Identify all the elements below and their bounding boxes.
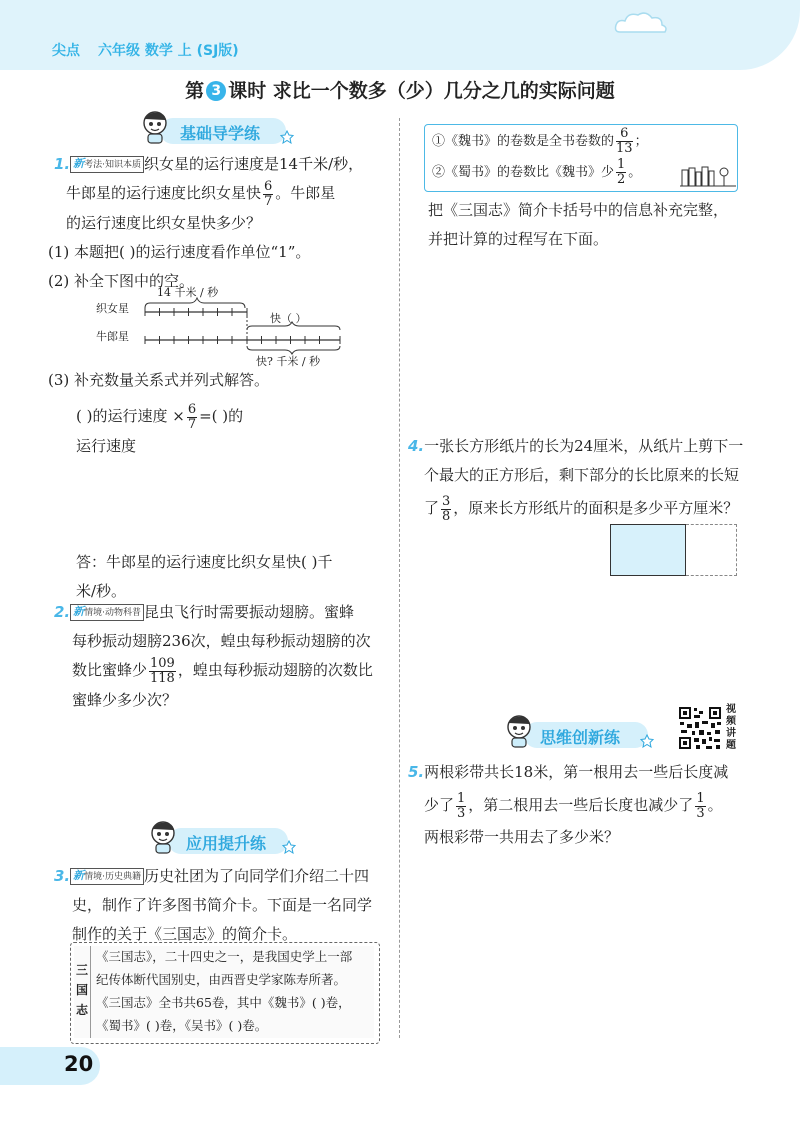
card-side-divider <box>90 946 91 1038</box>
question-1 <box>48 150 394 296</box>
question-4 <box>408 432 754 524</box>
mascot-icon <box>140 110 170 144</box>
mascot-icon <box>148 820 178 854</box>
q3-line3: 制作的关于《三国志》的简介卡。 <box>72 925 298 943</box>
q1-sub3: (3) 补充数量关系式并列式解答。 <box>48 371 270 389</box>
qr-code-icon[interactable] <box>678 706 722 750</box>
grade-label: 六年级 数学 上 (SJ版) <box>98 43 239 59</box>
info1b: ； <box>634 134 648 149</box>
question-3 <box>54 862 394 949</box>
q2-line2: 每秒振动翅膀236次，蝗虫每秒振动翅膀的次 <box>72 632 371 650</box>
question-5 <box>408 758 754 852</box>
square-part <box>610 524 686 576</box>
q2-line3b: ，蝗虫每秒振动翅膀的次数比 <box>177 661 373 679</box>
page-title <box>0 76 800 103</box>
q5-line1: 两根彩带共长18米，第一根用去一些后长度减 <box>424 763 729 781</box>
fraction: $\frac{6}{13}$ <box>616 126 633 156</box>
q4-line2: 个最大的正方形后，剩下部分的长比原来的长短 <box>424 466 740 484</box>
title-text: 课时 求比一个数多（少）几分之几的实际问题 <box>228 80 615 102</box>
diagram-bottom-label: 快? 千米 / 秒 <box>256 355 321 368</box>
column-divider <box>399 118 400 1038</box>
section-title-basic: 基础导学练 <box>180 124 261 143</box>
mascot-icon <box>504 714 534 748</box>
info2a: ②《蜀书》的卷数比《魏书》少 <box>432 165 615 180</box>
formula-part-c: 运行速度 <box>76 436 137 455</box>
remaining-part <box>686 524 737 576</box>
section-title-apply: 应用提升练 <box>186 834 267 853</box>
q3-instr2: 并把计算的过程写在下面。 <box>428 230 609 248</box>
q1-formula <box>76 402 396 461</box>
star-icon <box>640 734 654 748</box>
answer-line-a: 答：牛郎星的运行速度比织女星快( )千 <box>76 553 333 571</box>
fraction: $\frac{1}{2}$ <box>617 157 626 187</box>
fraction: $\frac{3}{8}$ <box>442 493 451 524</box>
star-icon <box>282 840 296 854</box>
card-line1: 《三国志》，二十四史之一，是我国史学上一部 <box>96 949 353 964</box>
info1a: ①《魏书》的卷数是全书卷数的 <box>432 134 615 149</box>
question-number: 1. <box>54 155 71 173</box>
question-tag: 新情境·历史典籍 <box>70 868 144 885</box>
q3-line1: 历史社团为了向同学们介绍二十四 <box>144 867 370 885</box>
fraction: $\frac{1}{3}$ <box>457 790 466 821</box>
q2-line4: 蜜蜂少多少次？ <box>72 690 178 709</box>
q1-sub1: (1) 本题把( )的运行速度看作单位“1”。 <box>48 242 311 261</box>
section-title-think: 思维创新练 <box>540 728 621 747</box>
formula-part-a: ( )的运行速度 × <box>76 407 185 425</box>
diagram-fast-label: 快（ ） <box>270 312 307 325</box>
brand-logo: 尖点 <box>52 43 80 59</box>
question-number: 4. <box>408 437 425 455</box>
q4-line1: 一张长方形纸片的长为24厘米，从纸片上剪下一 <box>424 437 744 455</box>
star-icon <box>280 130 294 144</box>
q1-line2a: 牛郎星的运行速度比织女星快 <box>66 184 262 202</box>
fraction: $\frac{6}{7}$ <box>264 178 273 209</box>
lesson-number: 3 <box>206 81 226 101</box>
q1-line2b: 。牛郎星 <box>275 184 336 202</box>
q3-instr1: 把《三国志》简介卡括号中的信息补充完整， <box>428 201 729 219</box>
question-2 <box>54 598 394 715</box>
q3-line2: 史，制作了许多图书简介卡。下面是一名同学 <box>72 896 373 914</box>
q5-line2b: ，第二根用去一些后长度也减少了 <box>468 796 694 814</box>
books-icon <box>680 162 736 188</box>
q4-line3a: 了 <box>424 499 440 517</box>
diagram-top-label: 14 千米 / 秒 <box>157 286 219 299</box>
q5-line2a: 少了 <box>424 796 455 814</box>
q5-line2c: 。 <box>707 796 723 814</box>
q5-line3: 两根彩带一共用去了多少米？ <box>424 827 620 846</box>
q1-line3: 的运行速度比织女星快多少？ <box>66 213 262 232</box>
q4-line3b: ，原来长方形纸片的面积是多少平方厘米？ <box>453 499 739 517</box>
qr-label: 视频讲题 <box>726 704 736 751</box>
q1-line1: 织女星的运行速度是14千米/秒， <box>144 155 364 173</box>
question-tag: 新考法·知识本质 <box>70 156 144 173</box>
cloud-icon <box>610 8 680 38</box>
card-body <box>96 945 378 1037</box>
card-side-title: 三国志 <box>76 963 89 1017</box>
question-number: 3. <box>54 867 71 885</box>
diagram-star2: 牛郎星 <box>96 330 129 343</box>
fraction: $\frac{6}{7}$ <box>187 401 197 432</box>
diagram-star1: 织女星 <box>96 302 129 315</box>
line-segment-diagram <box>140 290 350 360</box>
answer-line-b: 米/秒。 <box>76 582 127 600</box>
info2b: 。 <box>628 165 642 180</box>
title-prefix: 第 <box>185 80 205 102</box>
question-tag: 新情境·动物科普 <box>70 604 144 621</box>
fraction: $\frac{109}{118}$ <box>150 655 175 686</box>
card-line3: 《三国志》全书共65卷，其中《魏书》( )卷， <box>96 995 351 1010</box>
question-number: 5. <box>408 763 425 781</box>
question-number: 2. <box>54 603 71 621</box>
page-number: 20 <box>64 1052 94 1076</box>
q2-line3a: 数比蜜蜂少 <box>72 661 148 679</box>
q3-instructions <box>428 196 748 254</box>
fraction: $\frac{1}{3}$ <box>696 790 705 821</box>
card-line2: 纪传体断代国别史，由西晋史学家陈寿所著。 <box>96 972 347 987</box>
formula-part-b: =( )的 <box>199 407 244 425</box>
card-line4: 《蜀书》( )卷，《吴书》( )卷。 <box>96 1018 268 1033</box>
q2-line1: 昆虫飞行时需要振动翅膀。蜜蜂 <box>144 603 355 621</box>
q1-part3 <box>48 366 388 395</box>
q1-sub2: (2) 补全下图中的空。 <box>48 271 195 290</box>
